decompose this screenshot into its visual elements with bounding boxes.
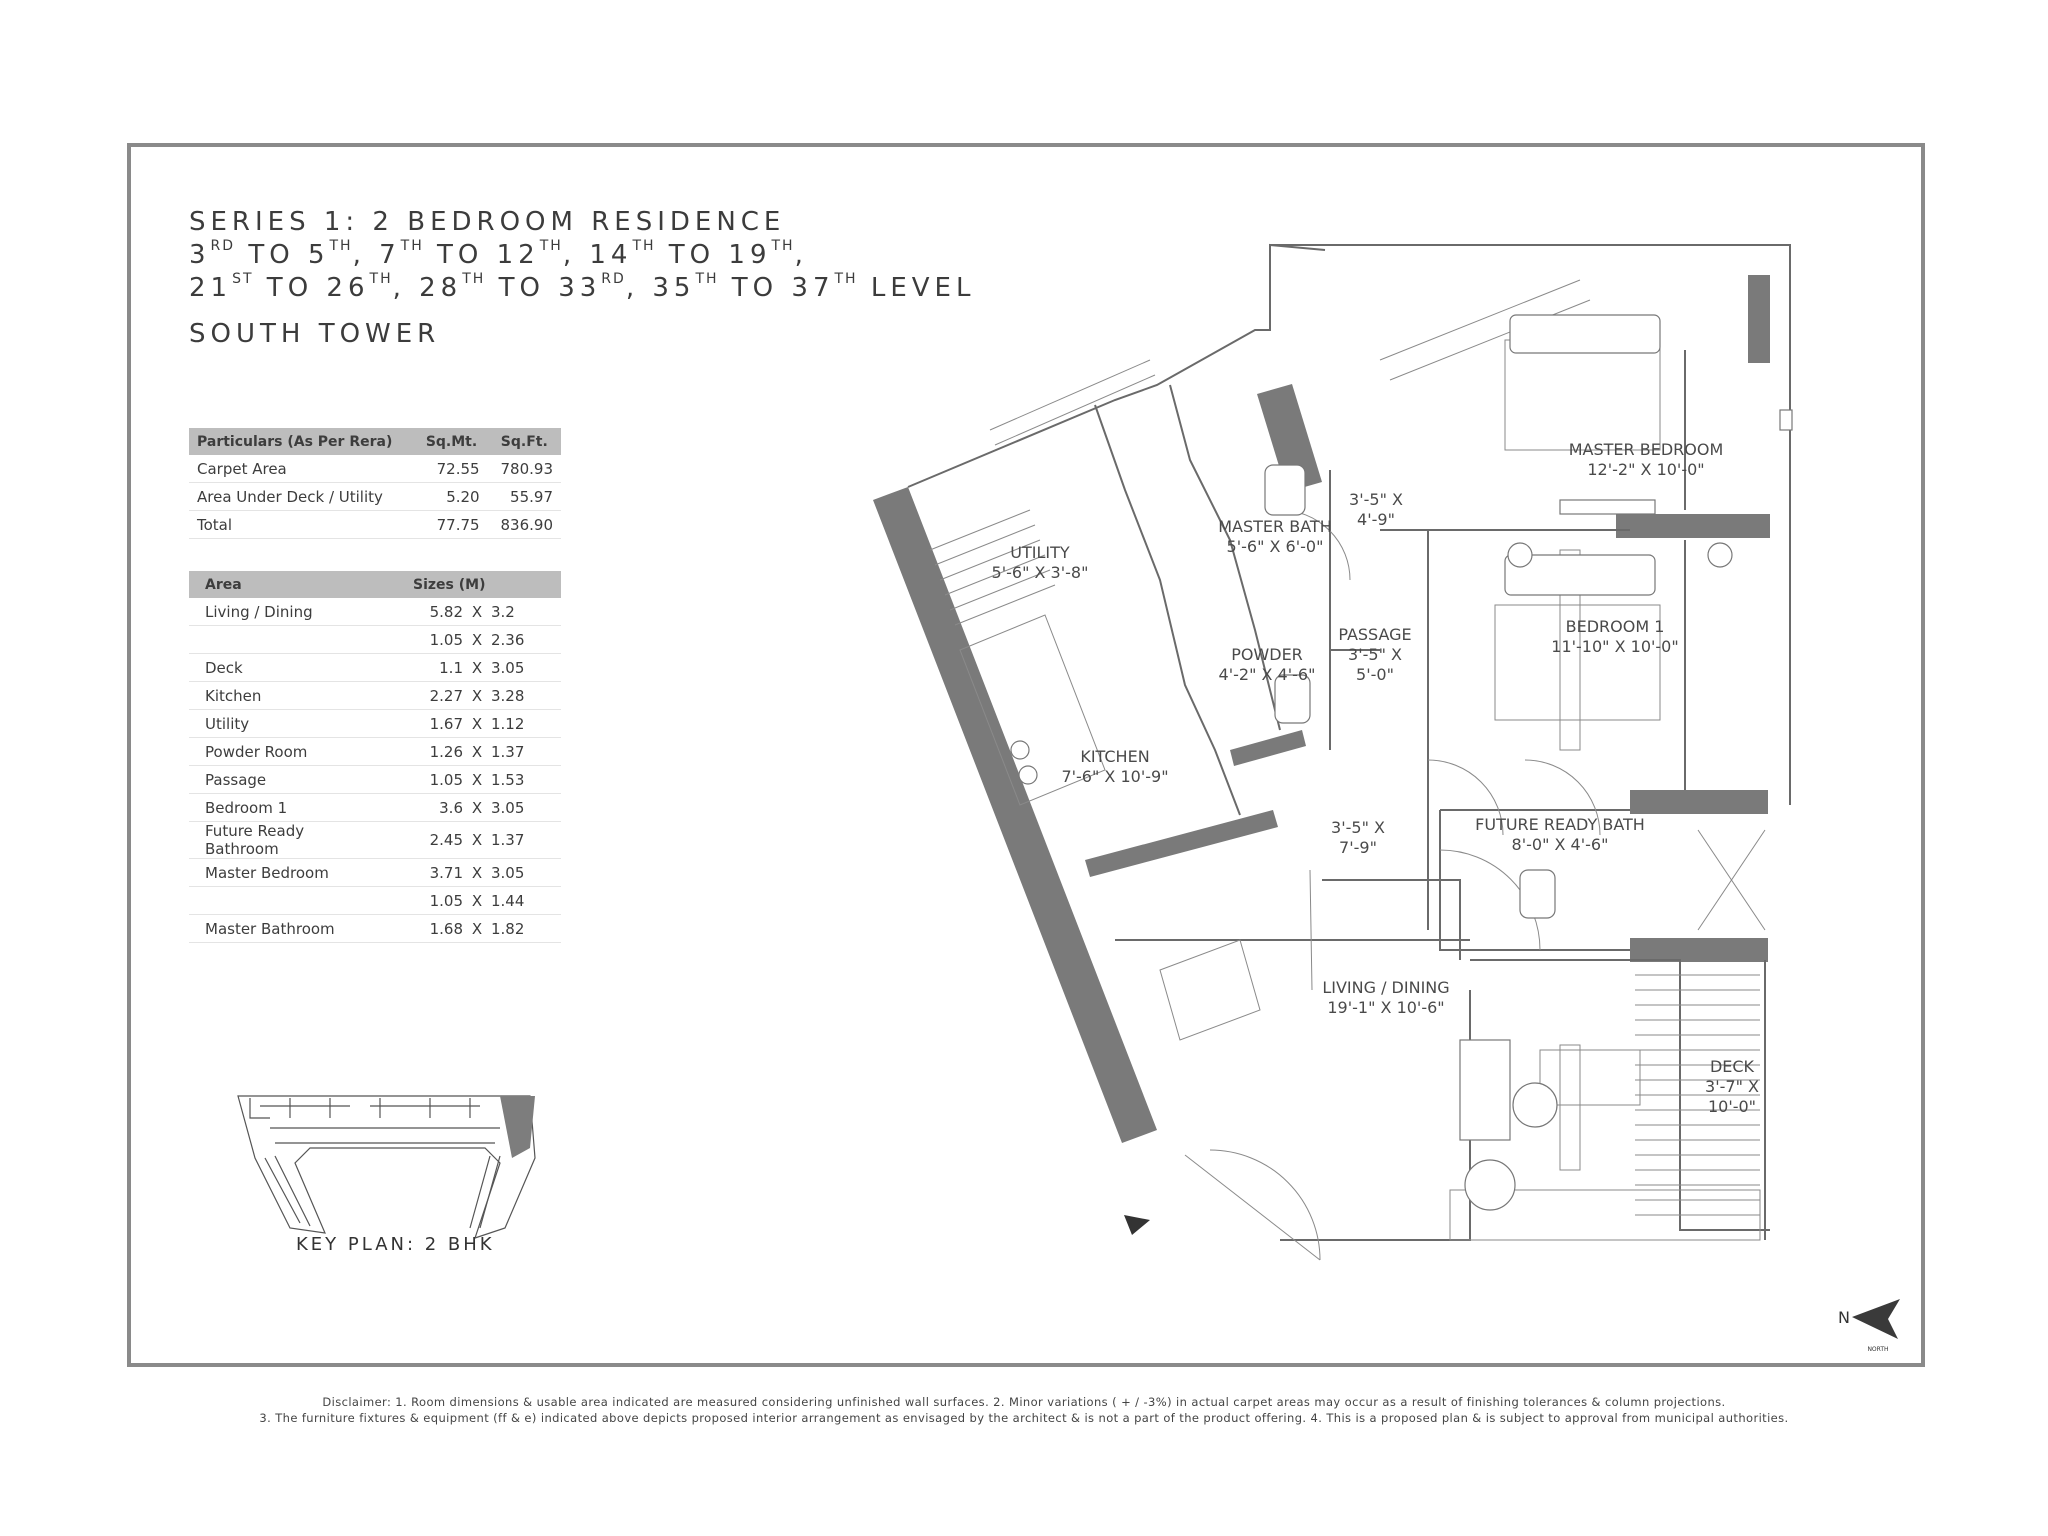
master-console — [1560, 500, 1655, 514]
area-row — [189, 794, 561, 822]
powder-south-wall — [1230, 730, 1306, 766]
size-length: 3.71 — [383, 859, 467, 887]
master-window-marker — [1780, 410, 1792, 430]
area-row — [189, 766, 561, 794]
level-text: , — [794, 240, 808, 270]
ordinal-suffix: TH — [539, 238, 563, 254]
size-length: 1.67 — [383, 710, 467, 738]
area-header-row — [189, 571, 561, 598]
disclaimer-line-1: Disclaimer: 1. Room dimensions & usable area indicated are measured considering unfinished wall surfaces. 2. Minor variations ( + / -3%) in actual carpet areas may occur as a result of finishing tolerances & column projections. — [322, 1395, 1726, 1409]
passage-size-1: 3'-5" X — [1348, 645, 1402, 664]
future-bath-wc — [1520, 870, 1555, 918]
hob-2 — [1019, 766, 1037, 784]
lobby-size-1: 3'-5" X — [1331, 818, 1385, 837]
level-text: , 14 — [562, 240, 633, 270]
size-width: 1.53 — [487, 766, 561, 794]
area-row — [189, 887, 561, 915]
particulars-row — [189, 483, 561, 511]
size-separator: X — [467, 859, 487, 887]
master-bedroom-label: MASTER BEDROOM — [1568, 440, 1724, 459]
living-size: 19'-1" X 10'-6" — [1327, 998, 1445, 1017]
future-bath-label: FUTURE READY BATH — [1475, 815, 1645, 834]
size-width: 3.05 — [487, 859, 561, 887]
entry-arrow-icon — [1124, 1215, 1150, 1235]
size-width: 1.12 — [487, 710, 561, 738]
area-header: Area — [189, 571, 383, 598]
sqmt-value: 5.20 — [415, 483, 487, 511]
size-width: 3.05 — [487, 654, 561, 682]
passage-label: PASSAGE — [1338, 625, 1412, 644]
ordinal-suffix: RD — [210, 238, 236, 254]
size-separator: X — [467, 822, 487, 859]
master-bedroom-wall — [1616, 514, 1770, 538]
size-length: 1.05 — [383, 766, 467, 794]
area-name: Master Bedroom — [189, 859, 383, 887]
size-separator: X — [467, 766, 487, 794]
size-length: 2.45 — [383, 822, 467, 859]
plan-title — [189, 206, 975, 351]
ordinal-suffix: TH — [329, 238, 353, 254]
sqft-value: 780.93 — [488, 455, 561, 483]
area-name: Bedroom 1 — [189, 794, 383, 822]
master-bedroom-size: 12'-2" X 10'-0" — [1587, 460, 1705, 479]
area-name: Deck — [189, 654, 383, 682]
utility-size: 5'-6" X 3'-8" — [991, 563, 1089, 582]
area-row — [189, 598, 561, 626]
size-width: 3.05 — [487, 794, 561, 822]
disclaimer — [160, 1394, 1888, 1426]
deck-wall — [1630, 938, 1768, 962]
ordinal-suffix: TH — [695, 271, 719, 287]
level-text: 3 — [189, 240, 211, 270]
particulars-label: Total — [189, 511, 415, 539]
bedroom1-label: BEDROOM 1 — [1565, 617, 1665, 636]
utility-label: UTILITY — [1010, 543, 1070, 562]
area-name: Utility — [189, 710, 383, 738]
powder-size: 4'-2" X 4'-6" — [1218, 665, 1316, 684]
area-name: Kitchen — [189, 682, 383, 710]
particulars-header: Particulars (As Per Rera) — [189, 428, 415, 455]
level-text: TO 19 — [655, 240, 772, 270]
ordinal-suffix: RD — [601, 271, 626, 287]
level-text: TO 33 — [485, 273, 602, 303]
north-letter: N — [1838, 1308, 1850, 1327]
bedroom1-size: 11'-10" X 10'-0" — [1551, 637, 1679, 656]
level-text: , 28 — [392, 273, 463, 303]
sqmt-value: 72.55 — [415, 455, 487, 483]
disclaimer-line-2: 3. The furniture fixtures & equipment (ff & e) indicated above depicts proposed interior arrangement as envisaged by the architect & is not a part of the product offering. 4. This is a proposed plan & is subject to approval from municipal authorities. — [259, 1411, 1789, 1425]
particulars-row — [189, 511, 561, 539]
area-row — [189, 822, 561, 859]
area-name: Master Bathroom — [189, 915, 383, 943]
size-width: 1.37 — [487, 738, 561, 766]
level-text: , 35 — [625, 273, 696, 303]
bedside-lamp-right — [1708, 543, 1732, 567]
key-plan-label: KEY PLAN: 2 BHK — [296, 1234, 495, 1255]
size-separator: X — [467, 626, 487, 654]
sizes-header: Sizes (M) — [383, 571, 561, 598]
size-width: 3.2 — [487, 598, 561, 626]
master-bed-headboard — [1510, 315, 1660, 353]
area-row — [189, 859, 561, 887]
level-text: TO 26 — [253, 273, 370, 303]
nook-size-1: 3'-5" X — [1349, 490, 1403, 509]
title-levels-line-2 — [189, 272, 975, 305]
side-table — [1513, 1083, 1557, 1127]
master-wc — [1265, 465, 1305, 515]
key-plan-highlight — [500, 1096, 535, 1158]
north-arrow-icon — [1852, 1299, 1900, 1339]
deck-size-2: 10'-0" — [1707, 1097, 1757, 1116]
size-separator: X — [467, 887, 487, 915]
tv-unit — [1460, 1040, 1510, 1140]
area-sizes-table — [189, 571, 561, 943]
east-column-top — [1748, 275, 1770, 363]
size-separator: X — [467, 682, 487, 710]
size-separator: X — [467, 598, 487, 626]
size-length: 1.26 — [383, 738, 467, 766]
area-name — [189, 626, 383, 654]
master-bath-size: 5'-6" X 6'-0" — [1226, 537, 1324, 556]
particulars-header-row — [189, 428, 561, 455]
structural-walls — [873, 275, 1770, 1143]
ordinal-suffix: TH — [834, 271, 858, 287]
title-series: SERIES 1: 2 BEDROOM RESIDENCE — [189, 207, 786, 237]
sqmt-header: Sq.Mt. — [415, 428, 487, 455]
kitchen-size: 7'-6" X 10'-9" — [1061, 767, 1169, 786]
particulars-label: Carpet Area — [189, 455, 415, 483]
level-text: TO 12 — [423, 240, 540, 270]
area-name: Passage — [189, 766, 383, 794]
ordinal-suffix: TH — [632, 238, 656, 254]
area-name — [189, 887, 383, 915]
ordinal-suffix: TH — [400, 238, 424, 254]
area-name: Powder Room — [189, 738, 383, 766]
size-width: 1.44 — [487, 887, 561, 915]
living-label: LIVING / DINING — [1322, 978, 1450, 997]
kitchen-label: KITCHEN — [1080, 747, 1150, 766]
level-text: LEVEL — [857, 273, 976, 303]
future-bath-size: 8'-0" X 4'-6" — [1511, 835, 1609, 854]
title-levels-line-1 — [189, 239, 975, 272]
size-width: 1.37 — [487, 822, 561, 859]
area-row — [189, 710, 561, 738]
size-length: 1.05 — [383, 626, 467, 654]
area-row — [189, 654, 561, 682]
size-separator: X — [467, 794, 487, 822]
ordinal-suffix: TH — [369, 271, 393, 287]
bedside-lamp-left — [1508, 543, 1532, 567]
sqft-value: 55.97 — [488, 483, 561, 511]
size-width: 2.36 — [487, 626, 561, 654]
north-arrow — [1838, 1295, 1918, 1355]
area-row — [189, 915, 561, 943]
area-row — [189, 626, 561, 654]
ordinal-suffix: TH — [462, 271, 486, 287]
key-plan-diagram — [230, 1088, 540, 1248]
nook-size-2: 4'-9" — [1357, 510, 1395, 529]
interior-lines — [930, 280, 1765, 1260]
particulars-label: Area Under Deck / Utility — [189, 483, 415, 511]
title-tower: SOUTH TOWER — [189, 319, 441, 349]
area-name: Future Ready Bathroom — [189, 822, 383, 859]
sqmt-value: 77.75 — [415, 511, 487, 539]
passage-size-2: 5'-0" — [1356, 665, 1394, 684]
deck-size-1: 3'-7" X — [1705, 1077, 1759, 1096]
size-width: 3.28 — [487, 682, 561, 710]
floor-plan — [857, 230, 1800, 1270]
size-separator: X — [467, 710, 487, 738]
area-name: Living / Dining — [189, 598, 383, 626]
sqft-value: 836.90 — [488, 511, 561, 539]
size-length: 2.27 — [383, 682, 467, 710]
size-length: 1.05 — [383, 887, 467, 915]
kitchen-south-wall — [1085, 810, 1278, 877]
particulars-row — [189, 455, 561, 483]
size-length: 1.68 — [383, 915, 467, 943]
ordinal-suffix: ST — [232, 271, 254, 287]
size-length: 1.1 — [383, 654, 467, 682]
master-bath-label: MASTER BATH — [1218, 517, 1332, 536]
partition-walls — [908, 245, 1790, 1240]
west-column-wall — [873, 487, 1157, 1143]
level-text: TO 37 — [718, 273, 835, 303]
size-length: 3.6 — [383, 794, 467, 822]
particulars-table — [189, 428, 561, 539]
powder-label: POWDER — [1231, 645, 1303, 664]
north-word: NORTH — [1867, 1346, 1889, 1353]
ordinal-suffix: TH — [771, 238, 795, 254]
hob-1 — [1011, 741, 1029, 759]
lobby-size-2: 7'-9" — [1339, 838, 1377, 857]
level-text: , 7 — [352, 240, 401, 270]
bedroom1-south-wall — [1630, 790, 1768, 814]
sqft-header: Sq.Ft. — [488, 428, 561, 455]
round-table — [1465, 1160, 1515, 1210]
size-separator: X — [467, 738, 487, 766]
level-text: 21 — [189, 273, 233, 303]
size-separator: X — [467, 915, 487, 943]
level-text: TO 5 — [235, 240, 330, 270]
size-separator: X — [467, 654, 487, 682]
deck-label: DECK — [1709, 1057, 1755, 1076]
size-width: 1.82 — [487, 915, 561, 943]
area-row — [189, 682, 561, 710]
size-length: 5.82 — [383, 598, 467, 626]
area-row — [189, 738, 561, 766]
